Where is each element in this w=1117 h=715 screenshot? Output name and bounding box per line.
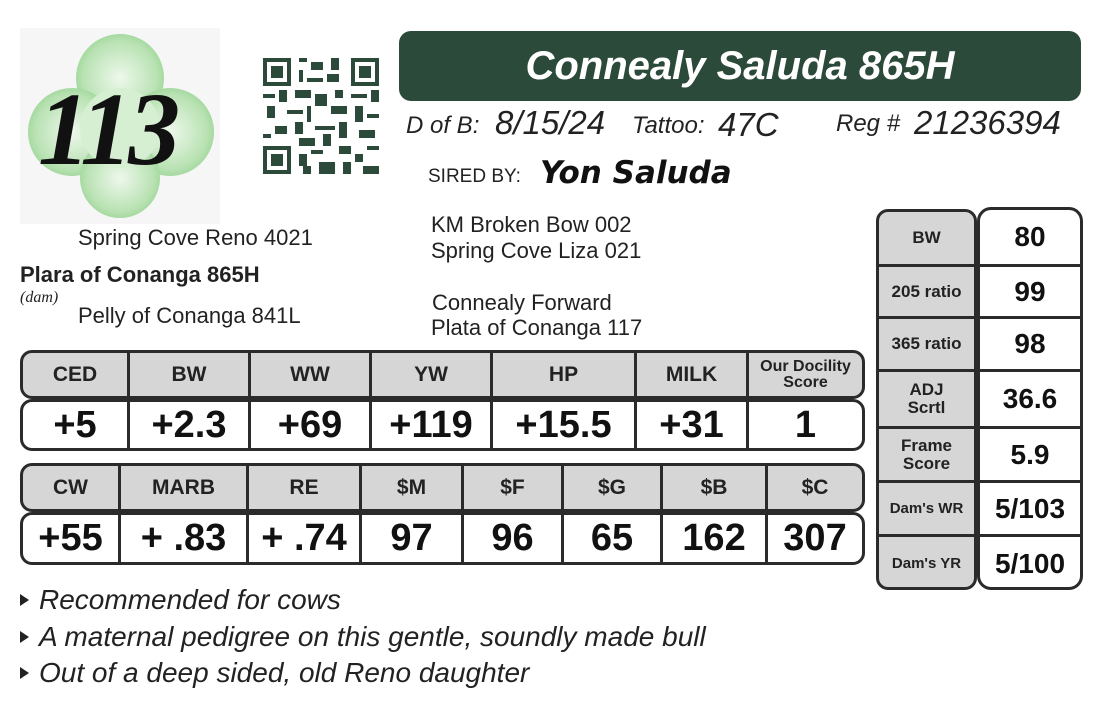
- epd-table-1-header: [20, 350, 865, 399]
- header-docility-line1: Our Docility: [760, 357, 851, 375]
- note-text: Recommended for cows: [39, 584, 341, 615]
- stat-label-frame-score: Frame Score: [879, 426, 974, 480]
- header-marb: MARB: [118, 466, 246, 509]
- pedigree-dams-sire-sire: Connealy Forward: [432, 290, 612, 315]
- animal-name: Connealy Saluda 865H: [525, 43, 955, 88]
- stat-value-205-ratio: 99: [980, 264, 1080, 316]
- note-item: [20, 621, 706, 653]
- header-docility: [746, 353, 862, 396]
- value-dollar-f: 96: [461, 515, 561, 562]
- header-ced: CED: [52, 362, 98, 386]
- note-item: [20, 657, 529, 689]
- qr-code-icon[interactable]: [263, 58, 379, 174]
- header-dollar-f: $F: [461, 466, 561, 509]
- value-dollar-b: 162: [660, 515, 765, 562]
- value-hp: +15.5: [490, 402, 634, 448]
- stat-label-dams-yr: Dam's YR: [879, 534, 974, 590]
- tattoo-label: Tattoo:: [632, 112, 705, 139]
- header-docility-line2: Score: [783, 373, 828, 391]
- sire-name: Yon Saluda: [540, 155, 732, 191]
- value-milk: +31: [634, 402, 746, 448]
- header-dollar-g: $G: [561, 466, 660, 509]
- header-dollar-b: $B: [660, 466, 765, 509]
- header-cw: CW: [53, 475, 88, 499]
- value-ww: +69: [248, 402, 369, 448]
- note-text: Out of a deep sided, old Reno daughter: [39, 657, 530, 688]
- header-hp: HP: [490, 353, 634, 396]
- stat-label-365-ratio: 365 ratio: [879, 316, 974, 369]
- epd-table-1-values: [20, 399, 865, 451]
- stat-label-adj-scrtl: ADJ Scrtl: [879, 369, 974, 426]
- stats-values-column: [977, 207, 1083, 590]
- stat-value-frame-score: 5.9: [980, 426, 1080, 480]
- sired-by-label: SIRED BY:: [428, 166, 521, 187]
- pedigree-dams-sire-dam: Plata of Conanga 117: [431, 315, 643, 340]
- reg-value: 21236394: [914, 104, 1061, 141]
- value-re: + .74: [246, 515, 359, 562]
- stats-labels-column: [876, 209, 977, 590]
- stat-label-bw: BW: [912, 228, 941, 248]
- dob-label: D of B:: [406, 112, 480, 139]
- header-re: RE: [246, 466, 359, 509]
- stat-label-dams-wr: Dam's WR: [879, 480, 974, 534]
- dob-value: 8/15/24: [495, 104, 606, 141]
- epd-table-2-values: [20, 512, 865, 565]
- header-milk: MILK: [634, 353, 746, 396]
- epd-table-2-header: [20, 463, 865, 512]
- dam-tag: (dam): [20, 289, 59, 306]
- value-ced: +5: [53, 403, 97, 446]
- value-dollar-m: 97: [359, 515, 461, 562]
- value-cw: +55: [38, 517, 103, 559]
- stat-value-adj-scrtl: 36.6: [980, 369, 1080, 426]
- stat-value-365-ratio: 98: [980, 316, 1080, 369]
- header-ww: WW: [248, 353, 369, 396]
- stat-label-205-ratio: 205 ratio: [879, 264, 974, 316]
- header-dollar-m: $M: [359, 466, 461, 509]
- pedigree-dam-dam: Pelly of Conanga 841L: [78, 303, 301, 328]
- title-bar: [399, 31, 1081, 101]
- value-docility: 1: [746, 402, 862, 448]
- note-text: A maternal pedigree on this gentle, soundly made bull: [39, 621, 706, 652]
- header-bw: BW: [127, 353, 248, 396]
- value-yw: +119: [369, 402, 490, 448]
- stat-value-dams-yr: 5/100: [980, 534, 1080, 590]
- pedigree-dam-sire: Spring Cove Reno 4021: [78, 225, 313, 250]
- stat-value-bw: 80: [1014, 221, 1046, 252]
- pedigree-sire-sire: KM Broken Bow 002: [431, 212, 632, 237]
- value-marb: + .83: [118, 515, 246, 562]
- note-item: [20, 584, 341, 616]
- bullet-triangle-icon: [20, 667, 29, 679]
- header-yw: YW: [369, 353, 490, 396]
- reg-label: Reg #: [836, 110, 901, 137]
- value-bw: +2.3: [127, 402, 248, 448]
- value-dollar-c: 307: [765, 515, 862, 562]
- bullet-triangle-icon: [20, 594, 29, 606]
- stat-value-dams-wr: 5/103: [980, 480, 1080, 534]
- value-dollar-g: 65: [561, 515, 660, 562]
- header-dollar-c: $C: [765, 466, 862, 509]
- bullet-triangle-icon: [20, 631, 29, 643]
- lot-number: 113: [38, 72, 177, 187]
- tattoo-value: 47C: [718, 106, 779, 143]
- pedigree-dam: Plara of Conanga 865H: [20, 262, 260, 287]
- pedigree-sire-dam: Spring Cove Liza 021: [431, 238, 642, 263]
